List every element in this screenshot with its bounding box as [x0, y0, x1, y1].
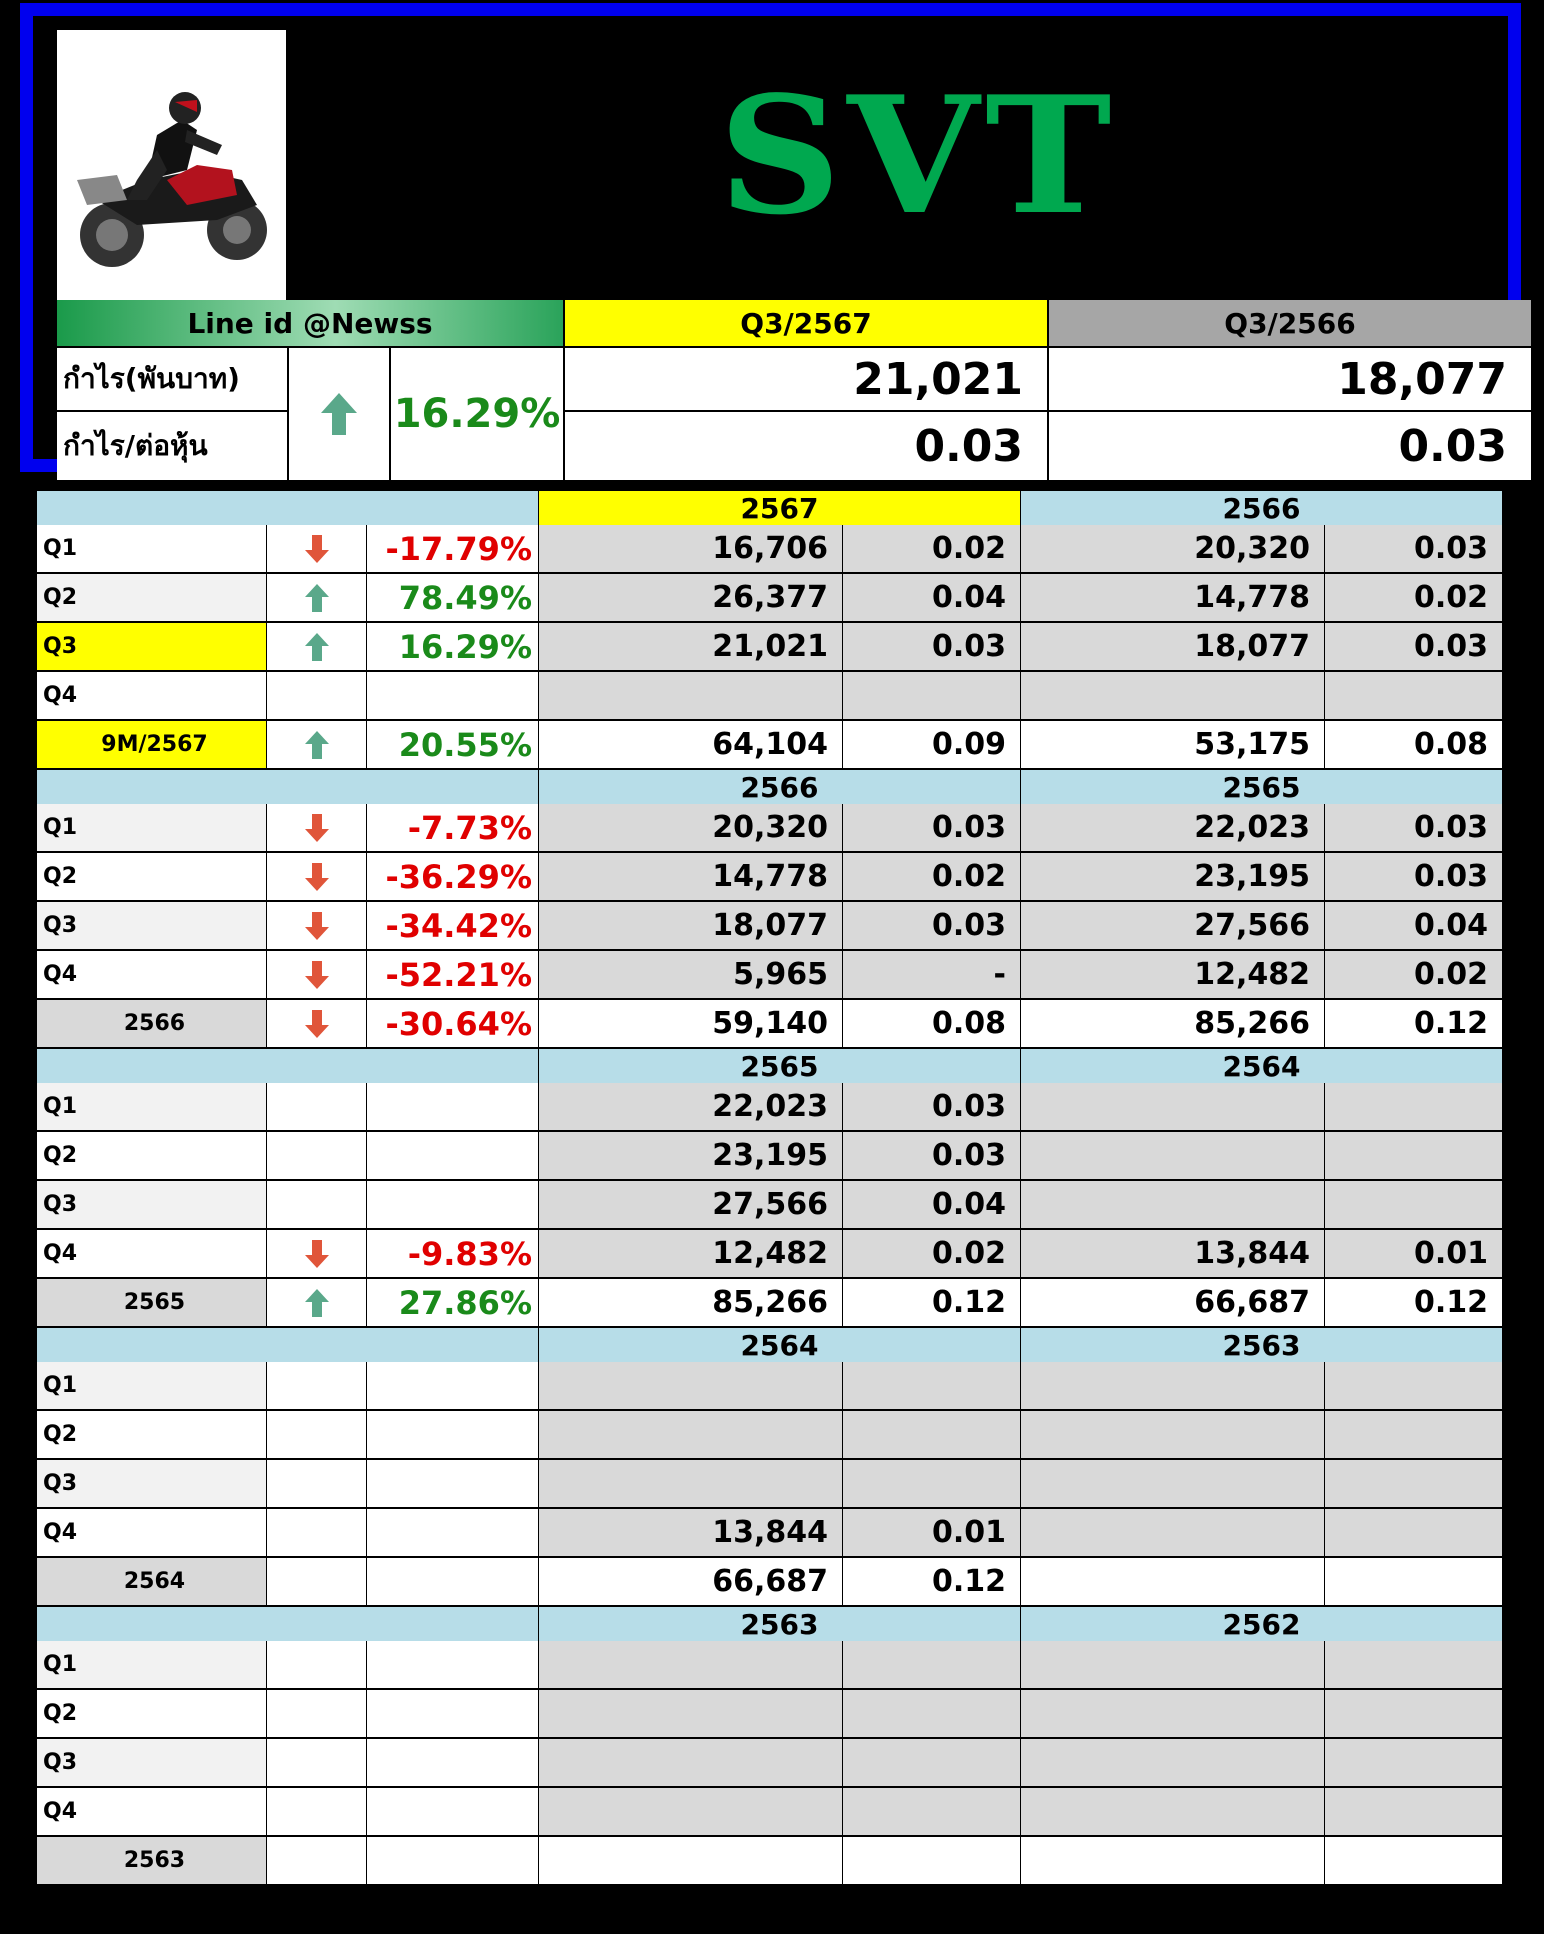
period-label: Q2	[37, 1690, 267, 1739]
year-a-profit: 18,077	[539, 902, 843, 951]
table-row	[37, 623, 1503, 672]
year-b-eps	[1325, 1558, 1503, 1607]
year-a-eps	[843, 1837, 1021, 1886]
year-b-profit	[1021, 672, 1325, 721]
year-a-eps: -	[843, 951, 1021, 1000]
year-a-profit: 23,195	[539, 1132, 843, 1181]
profit-label: กำไร(พันบาท)	[57, 348, 287, 410]
year-header-row	[37, 770, 1503, 804]
period-label: Q1	[37, 804, 267, 853]
eps-label: กำไร/ต่อหุ้น	[57, 412, 287, 480]
down-arrow-icon	[267, 951, 367, 1000]
change-pct	[367, 1788, 539, 1837]
year-a-eps: 0.03	[843, 804, 1021, 853]
year-a-eps: 0.12	[843, 1279, 1021, 1328]
current-eps: 0.03	[565, 412, 1047, 480]
arrow-cell	[267, 1509, 367, 1558]
change-pct	[367, 1132, 539, 1181]
table-row	[37, 902, 1503, 951]
period-label: Q3	[37, 1739, 267, 1788]
period-label: Q2	[37, 1132, 267, 1181]
year-b-profit	[1021, 1132, 1325, 1181]
year-a-eps: 0.03	[843, 1083, 1021, 1132]
table-row	[37, 1739, 1503, 1788]
arrow-cell	[267, 672, 367, 721]
year-header-spacer	[37, 491, 539, 525]
arrow-cell	[267, 1837, 367, 1886]
down-arrow-icon	[267, 853, 367, 902]
year-a-eps: 0.02	[843, 525, 1021, 574]
year-b-eps	[1325, 1411, 1503, 1460]
period-label: Q4	[37, 1509, 267, 1558]
year-b-eps	[1325, 1690, 1503, 1739]
period-label: 2566	[37, 1000, 267, 1049]
table-row	[37, 1460, 1503, 1509]
year-b-header: 2564	[1021, 1049, 1503, 1083]
year-a-header: 2566	[539, 770, 1021, 804]
change-pct	[367, 1690, 539, 1739]
table-row	[37, 1181, 1503, 1230]
change-pct: -34.42%	[367, 902, 539, 951]
year-b-eps	[1325, 1362, 1503, 1411]
down-arrow-icon	[267, 804, 367, 853]
year-b-eps	[1325, 1509, 1503, 1558]
table-row	[37, 1509, 1503, 1558]
year-b-eps	[1325, 1641, 1503, 1690]
table-row	[37, 1132, 1503, 1181]
year-a-eps	[843, 672, 1021, 721]
year-b-profit: 23,195	[1021, 853, 1325, 902]
year-a-eps: 0.04	[843, 1181, 1021, 1230]
summary-panel	[20, 3, 1521, 472]
year-b-eps	[1325, 1181, 1503, 1230]
motorcycle-rider-image	[57, 30, 286, 300]
year-a-eps: 0.08	[843, 1000, 1021, 1049]
table-row	[37, 1788, 1503, 1837]
table-row	[37, 951, 1503, 1000]
year-a-profit	[539, 1411, 843, 1460]
change-pct	[367, 1641, 539, 1690]
period-label: Q1	[37, 1083, 267, 1132]
year-b-eps: 0.02	[1325, 951, 1503, 1000]
change-pct	[367, 672, 539, 721]
period-label: Q4	[37, 1230, 267, 1279]
table-row	[37, 1362, 1503, 1411]
year-b-profit	[1021, 1788, 1325, 1837]
up-arrow-icon	[267, 623, 367, 672]
period-label: Q2	[37, 574, 267, 623]
year-header-spacer	[37, 1049, 539, 1083]
year-a-profit: 20,320	[539, 804, 843, 853]
total-row	[37, 1558, 1503, 1607]
year-a-profit: 16,706	[539, 525, 843, 574]
change-pct: -30.64%	[367, 1000, 539, 1049]
year-a-header: 2567	[539, 491, 1021, 525]
table-row	[37, 1641, 1503, 1690]
down-arrow-icon	[267, 1230, 367, 1279]
year-a-eps: 0.02	[843, 853, 1021, 902]
period-label: Q1	[37, 1362, 267, 1411]
period-label: Q2	[37, 853, 267, 902]
year-b-eps: 0.01	[1325, 1230, 1503, 1279]
change-pct: 78.49%	[367, 574, 539, 623]
change-pct	[367, 1362, 539, 1411]
year-b-profit: 66,687	[1021, 1279, 1325, 1328]
arrow-cell	[267, 1558, 367, 1607]
year-b-eps	[1325, 1460, 1503, 1509]
table-row	[37, 1230, 1503, 1279]
period-label: Q3	[37, 1181, 267, 1230]
down-arrow-icon	[267, 1000, 367, 1049]
year-b-profit	[1021, 1460, 1325, 1509]
year-a-eps: 0.04	[843, 574, 1021, 623]
year-a-eps	[843, 1739, 1021, 1788]
arrow-cell	[267, 1181, 367, 1230]
table-row	[37, 804, 1503, 853]
year-a-eps	[843, 1690, 1021, 1739]
arrow-cell	[267, 1690, 367, 1739]
arrow-cell	[267, 1132, 367, 1181]
change-pct: 20.55%	[367, 721, 539, 770]
year-a-profit: 66,687	[539, 1558, 843, 1607]
period-label: 2564	[37, 1558, 267, 1607]
year-a-profit: 5,965	[539, 951, 843, 1000]
change-pct	[367, 1460, 539, 1509]
year-b-profit	[1021, 1739, 1325, 1788]
year-b-profit	[1021, 1690, 1325, 1739]
year-header-row	[37, 1607, 1503, 1641]
year-b-profit	[1021, 1362, 1325, 1411]
year-a-eps: 0.01	[843, 1509, 1021, 1558]
year-a-eps: 0.09	[843, 721, 1021, 770]
change-pct	[367, 1083, 539, 1132]
arrow-cell	[267, 1460, 367, 1509]
year-b-header: 2566	[1021, 491, 1503, 525]
arrow-cell	[267, 1362, 367, 1411]
total-row	[37, 1279, 1503, 1328]
year-a-profit: 13,844	[539, 1509, 843, 1558]
change-pct: 16.29%	[367, 623, 539, 672]
year-a-profit	[539, 1362, 843, 1411]
year-a-profit	[539, 672, 843, 721]
year-b-eps: 0.03	[1325, 525, 1503, 574]
year-a-eps: 0.02	[843, 1230, 1021, 1279]
year-b-profit	[1021, 1641, 1325, 1690]
history-table	[37, 491, 1503, 1886]
year-a-header: 2563	[539, 1607, 1021, 1641]
year-b-eps	[1325, 672, 1503, 721]
table-row	[37, 1411, 1503, 1460]
year-b-header: 2562	[1021, 1607, 1503, 1641]
current-period-header: Q3/2567	[565, 300, 1047, 346]
up-arrow-icon	[289, 348, 389, 480]
year-b-profit: 14,778	[1021, 574, 1325, 623]
previous-period-header: Q3/2566	[1049, 300, 1531, 346]
total-row	[37, 1000, 1503, 1049]
up-arrow-icon	[267, 1279, 367, 1328]
year-b-eps: 0.03	[1325, 853, 1503, 902]
total-row	[37, 1837, 1503, 1886]
year-b-eps: 0.03	[1325, 623, 1503, 672]
previous-profit: 18,077	[1049, 348, 1531, 410]
year-b-eps	[1325, 1739, 1503, 1788]
down-arrow-icon	[267, 525, 367, 574]
year-b-profit: 12,482	[1021, 951, 1325, 1000]
year-a-profit: 59,140	[539, 1000, 843, 1049]
table-row	[37, 672, 1503, 721]
period-label: Q3	[37, 623, 267, 672]
line-id-label: Line id @Newss	[57, 300, 563, 346]
year-a-profit: 12,482	[539, 1230, 843, 1279]
year-header-spacer	[37, 1328, 539, 1362]
arrow-cell	[267, 1083, 367, 1132]
year-b-eps	[1325, 1837, 1503, 1886]
year-header-row	[37, 1049, 1503, 1083]
year-b-profit: 20,320	[1021, 525, 1325, 574]
period-label: Q2	[37, 1411, 267, 1460]
table-row	[37, 853, 1503, 902]
change-pct	[367, 1558, 539, 1607]
year-a-eps: 0.03	[843, 1132, 1021, 1181]
year-b-header: 2563	[1021, 1328, 1503, 1362]
year-a-profit: 27,566	[539, 1181, 843, 1230]
ticker-title: SVT	[718, 61, 1118, 251]
year-b-profit: 27,566	[1021, 902, 1325, 951]
year-a-eps	[843, 1411, 1021, 1460]
change-pct: -36.29%	[367, 853, 539, 902]
year-a-header: 2565	[539, 1049, 1021, 1083]
year-a-profit	[539, 1739, 843, 1788]
arrow-cell	[267, 1411, 367, 1460]
year-b-eps: 0.02	[1325, 574, 1503, 623]
change-pct	[367, 1837, 539, 1886]
period-label: 2563	[37, 1837, 267, 1886]
change-pct	[367, 1181, 539, 1230]
year-a-header: 2564	[539, 1328, 1021, 1362]
year-a-profit	[539, 1788, 843, 1837]
year-a-profit	[539, 1460, 843, 1509]
year-a-profit: 64,104	[539, 721, 843, 770]
table-row	[37, 1083, 1503, 1132]
year-a-eps	[843, 1641, 1021, 1690]
change-pct: -52.21%	[367, 951, 539, 1000]
change-pct	[367, 1411, 539, 1460]
year-a-profit: 21,021	[539, 623, 843, 672]
total-row	[37, 721, 1503, 770]
change-pct: -9.83%	[367, 1230, 539, 1279]
year-a-profit	[539, 1641, 843, 1690]
year-a-eps: 0.03	[843, 902, 1021, 951]
year-a-eps	[843, 1788, 1021, 1837]
year-b-profit	[1021, 1181, 1325, 1230]
year-b-eps: 0.08	[1325, 721, 1503, 770]
year-b-profit	[1021, 1509, 1325, 1558]
year-a-profit: 14,778	[539, 853, 843, 902]
period-label: Q1	[37, 1641, 267, 1690]
year-b-eps	[1325, 1132, 1503, 1181]
previous-eps: 0.03	[1049, 412, 1531, 480]
year-header-row	[37, 1328, 1503, 1362]
period-label: Q4	[37, 951, 267, 1000]
table-row	[37, 525, 1503, 574]
year-b-profit: 53,175	[1021, 721, 1325, 770]
change-pct: -7.73%	[367, 804, 539, 853]
arrow-cell	[267, 1739, 367, 1788]
period-label: Q3	[37, 902, 267, 951]
change-pct	[367, 1739, 539, 1788]
year-header-spacer	[37, 1607, 539, 1641]
year-b-profit: 13,844	[1021, 1230, 1325, 1279]
period-label: Q1	[37, 525, 267, 574]
year-b-header: 2565	[1021, 770, 1503, 804]
year-a-profit	[539, 1837, 843, 1886]
summary-change-pct: 16.29%	[391, 348, 563, 480]
period-label: 9M/2567	[37, 721, 267, 770]
up-arrow-icon	[267, 574, 367, 623]
summary-grid	[57, 300, 1523, 480]
up-arrow-icon	[267, 721, 367, 770]
period-label: Q3	[37, 1460, 267, 1509]
change-pct	[367, 1509, 539, 1558]
year-header-row	[37, 491, 1503, 525]
year-a-eps	[843, 1460, 1021, 1509]
year-a-eps	[843, 1362, 1021, 1411]
year-b-profit	[1021, 1558, 1325, 1607]
year-a-profit	[539, 1690, 843, 1739]
change-pct: 27.86%	[367, 1279, 539, 1328]
year-b-eps: 0.03	[1325, 804, 1503, 853]
arrow-cell	[267, 1788, 367, 1837]
period-label: Q4	[37, 672, 267, 721]
year-b-profit: 18,077	[1021, 623, 1325, 672]
year-a-eps: 0.12	[843, 1558, 1021, 1607]
year-b-profit	[1021, 1083, 1325, 1132]
year-b-eps: 0.12	[1325, 1279, 1503, 1328]
arrow-cell	[267, 1641, 367, 1690]
table-row	[37, 574, 1503, 623]
year-b-eps	[1325, 1083, 1503, 1132]
table-row	[37, 1690, 1503, 1739]
year-a-profit: 26,377	[539, 574, 843, 623]
period-label: 2565	[37, 1279, 267, 1328]
year-b-profit	[1021, 1411, 1325, 1460]
year-b-eps: 0.12	[1325, 1000, 1503, 1049]
year-header-spacer	[37, 770, 539, 804]
year-a-eps: 0.03	[843, 623, 1021, 672]
year-b-profit: 22,023	[1021, 804, 1325, 853]
year-b-eps	[1325, 1788, 1503, 1837]
change-pct: -17.79%	[367, 525, 539, 574]
year-a-profit: 22,023	[539, 1083, 843, 1132]
year-a-profit: 85,266	[539, 1279, 843, 1328]
down-arrow-icon	[267, 902, 367, 951]
year-b-eps: 0.04	[1325, 902, 1503, 951]
year-b-profit: 85,266	[1021, 1000, 1325, 1049]
period-label: Q4	[37, 1788, 267, 1837]
current-profit: 21,021	[565, 348, 1047, 410]
year-b-profit	[1021, 1837, 1325, 1886]
